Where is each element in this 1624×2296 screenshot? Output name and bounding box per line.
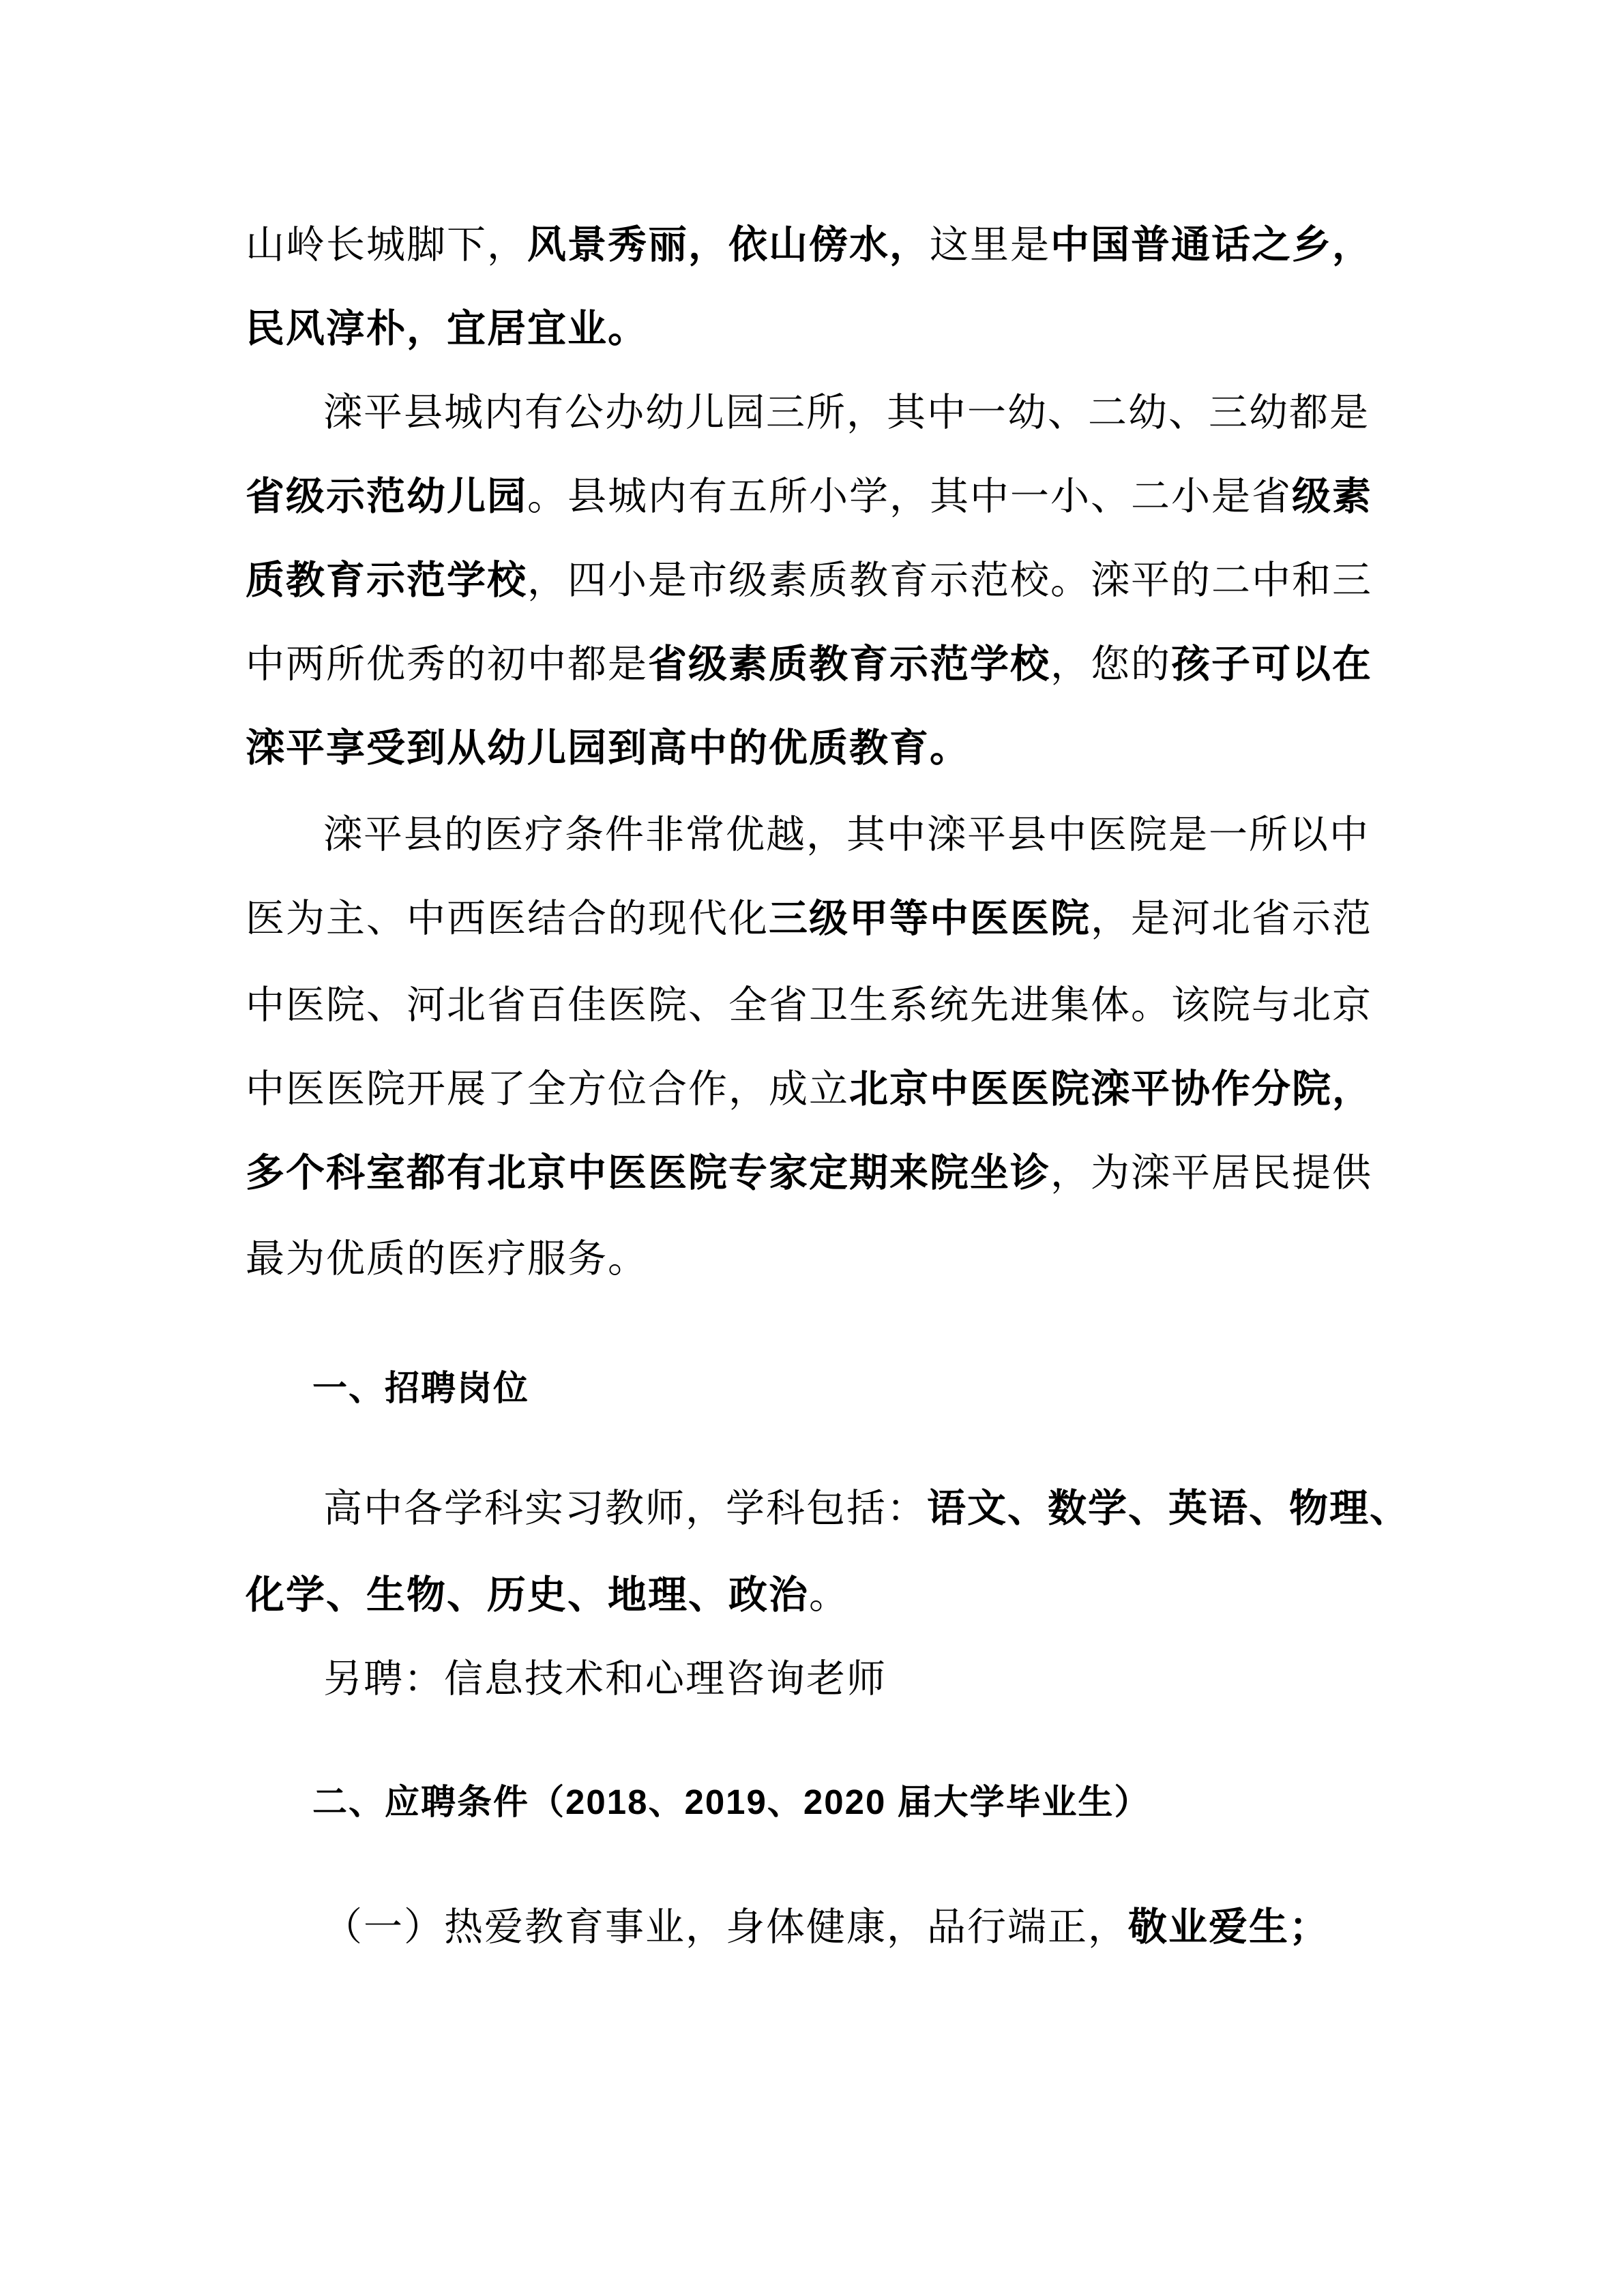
paragraph-line-education-2: [246, 473, 1372, 521]
paragraph-line-education-4: [246, 641, 1372, 689]
text-run: 中两所优秀的初中都是: [246, 643, 648, 686]
text-run-bold: 级素: [1292, 475, 1372, 518]
text-run-bold: 敬业爱生；: [1128, 1906, 1329, 1949]
paragraph-line-education-3: [246, 557, 1372, 605]
text-run-bold: 化学、生物、历史、地理、政治: [246, 1574, 809, 1617]
paragraph-line-intro-2: [246, 305, 648, 353]
text-run-bold: 多个科室都有北京中医医院专家定期来院坐诊: [246, 1152, 1050, 1195]
paragraph-line-medical-3: [246, 982, 1372, 1030]
text-run: 高中各学科实习教师，学科包括：: [323, 1487, 927, 1530]
text-run: 中医院、河北省百佳医院、全省卫生系统先进集体。该院与北京: [246, 984, 1372, 1027]
paragraph-line-requirement-1: [246, 1904, 1329, 1952]
text-run-bold: 北京中医医院滦平协作分院，: [849, 1068, 1372, 1111]
paragraph-line-medical-6: [246, 1236, 648, 1283]
paragraph-line-medical-2: [246, 895, 1372, 943]
text-run: 这里是: [930, 224, 1050, 267]
text-run: 医为主、中西医结合的现代化: [246, 897, 769, 940]
text-run-bold: 省级示范幼儿园: [246, 475, 527, 518]
text-run: 最为优质的医疗服务。: [246, 1238, 648, 1281]
text-run: ，四小是市级素质教育示范校。滦平的二中和三: [527, 559, 1372, 602]
text-run-bold: 中国普通话之乡，: [1050, 224, 1372, 267]
paragraph-line-education-5: [246, 725, 970, 773]
text-run-bold: 一、招聘岗位: [312, 1369, 530, 1407]
text-run: 滦平县的医疗条件非常优越，其中滦平县中医院是一所以中: [323, 814, 1370, 856]
paragraph-line-positions-2: [246, 1572, 849, 1620]
text-run-bold: 二、应聘条件（2018、2019、2020 届大学毕业生）: [312, 1783, 1151, 1821]
text-run: （一）热爱教育事业，身体健康，品行端正，: [323, 1906, 1128, 1949]
paragraph-line-education-1: [246, 389, 1370, 437]
section-heading-application-requirements: [312, 1781, 1151, 1823]
text-run-bold: 民风淳朴，宜居宜业。: [246, 308, 648, 351]
text-run: ，您的: [1050, 643, 1171, 686]
paragraph-line-intro-1: [246, 222, 1372, 269]
text-run-bold: 省级素质教育示范学校: [648, 643, 1050, 686]
text-run-bold: 三级甲等中医医院: [769, 897, 1091, 940]
text-run: 。县城内有五所小学，其中一小、二小是省: [527, 475, 1292, 518]
text-run: ，是河北省示范: [1091, 897, 1372, 940]
paragraph-line-medical-5: [246, 1150, 1372, 1197]
text-run-bold: 语文、数学、英语、物理、: [927, 1487, 1410, 1530]
text-run-bold: 孩子可以在: [1171, 643, 1372, 686]
text-run: 。: [809, 1574, 849, 1617]
text-run: ，为滦平居民提供: [1050, 1152, 1372, 1195]
text-run: 中医医院开展了全方位合作，成立: [246, 1068, 849, 1111]
text-run-bold: 质教育示范学校: [246, 559, 527, 602]
paragraph-line-positions-3: [246, 1656, 887, 1703]
section-heading-recruitment-positions: [312, 1367, 529, 1410]
paragraph-line-positions-1: [246, 1485, 1410, 1533]
text-run-bold: 滦平享受到从幼儿园到高中的优质教育。: [246, 727, 970, 770]
paragraph-line-medical-4: [246, 1066, 1372, 1114]
text-run-bold: 风景秀丽，依山傍水，: [527, 224, 930, 267]
text-run: 山岭长城脚下，: [246, 224, 527, 267]
paragraph-line-medical-1: [246, 811, 1370, 859]
text-run: 滦平县城内有公办幼儿园三所，其中一幼、二幼、三幼都是: [323, 391, 1370, 434]
text-run: 另聘：信息技术和心理咨询老师: [323, 1658, 887, 1701]
